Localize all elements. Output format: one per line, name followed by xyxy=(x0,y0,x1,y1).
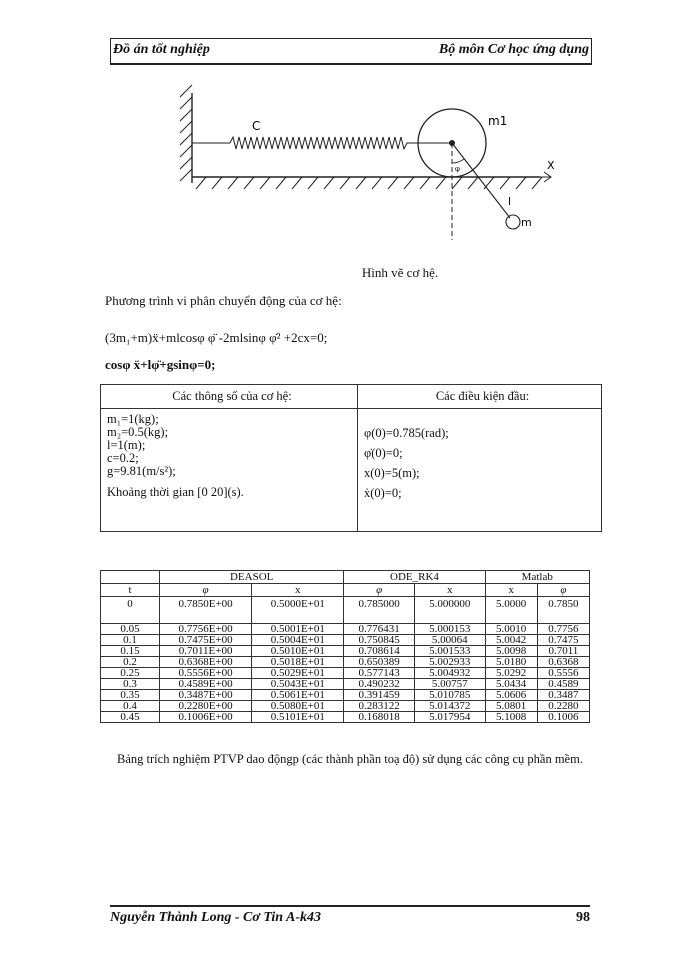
table-cell: 0.5080E+01 xyxy=(252,701,344,712)
header-left: Đồ án tốt nghiệp xyxy=(113,42,210,57)
table-cell: 5.00757 xyxy=(414,679,485,690)
table-cell: 5.000000 xyxy=(414,597,485,624)
table-cell: 0.6368E+00 xyxy=(160,657,252,668)
params-cell xyxy=(101,409,358,532)
cond-x-dot: ẋ(0)=0; xyxy=(364,486,402,500)
conditions-cell xyxy=(358,409,602,532)
table-cell: 0.785000 xyxy=(344,597,415,624)
table-cell: 0.7850 xyxy=(537,597,589,624)
col-x: x xyxy=(252,584,344,597)
time-range: Khoảng thời gian [0 20](s). xyxy=(107,485,244,499)
table-cell: 0.4 xyxy=(101,701,160,712)
col-t: t xyxy=(101,584,160,597)
table-cell: 5.0292 xyxy=(485,668,537,679)
table-cell: 0.1006 xyxy=(537,712,589,723)
axis-x-label: X xyxy=(547,159,555,172)
table-cell: 0.7475E+00 xyxy=(160,635,252,646)
table-cell: 5.0606 xyxy=(485,690,537,701)
cond-phi-dot: φ̇(0)=0; xyxy=(364,446,403,460)
header-right: Bộ môn Cơ học ứng dụng xyxy=(438,42,589,57)
table-cell: 0.7011 xyxy=(537,646,589,657)
table-cell: 5.00064 xyxy=(414,635,485,646)
group-deasol: DEASOL xyxy=(160,571,344,584)
page-footer xyxy=(110,905,590,927)
param-m2: m₂=0.5(kg); xyxy=(107,425,169,439)
bob-m xyxy=(506,215,520,229)
table-cell: 5.004932 xyxy=(414,668,485,679)
table-cell: 0.2280E+00 xyxy=(160,701,252,712)
table-cell: 0.5018E+01 xyxy=(252,657,344,668)
table-cell: 0.15 xyxy=(101,646,160,657)
table-cell: 5.0180 xyxy=(485,657,537,668)
table-cell: 0.2 xyxy=(101,657,160,668)
col-x: x xyxy=(414,584,485,597)
table-cell: 0.3 xyxy=(101,679,160,690)
table-cell: 0 xyxy=(101,597,160,624)
table-cell: 0.45 xyxy=(101,712,160,723)
footer-author: Nguyễn Thành Long - Cơ Tin A-k43 xyxy=(110,910,322,925)
table-cell: 0.5000E+01 xyxy=(252,597,344,624)
table-row xyxy=(101,657,590,668)
col-x: x xyxy=(485,584,537,597)
figure-caption: Hình vẽ cơ hệ. xyxy=(361,265,439,280)
table-cell: 0.5029E+01 xyxy=(252,668,344,679)
table-cell: 0.5556 xyxy=(537,668,589,679)
table-cell: 5.0042 xyxy=(485,635,537,646)
table-cell: 5.000153 xyxy=(414,624,485,635)
table-cell: 0.577143 xyxy=(344,668,415,679)
col-phi: φ xyxy=(537,584,589,597)
table-cell: 5.014372 xyxy=(414,701,485,712)
table-cell: 5.0434 xyxy=(485,679,537,690)
table-cell: 5.0000 xyxy=(485,597,537,624)
table-cell: 0.391459 xyxy=(344,690,415,701)
table-cell: 0.708614 xyxy=(344,646,415,657)
table-cell: 0.6368 xyxy=(537,657,589,668)
cond-x: x(0)=5(m); xyxy=(364,466,420,480)
table-cell: 0.2280 xyxy=(537,701,589,712)
table-cell: 0.5101E+01 xyxy=(252,712,344,723)
table-cell: 0.5004E+01 xyxy=(252,635,344,646)
table-row xyxy=(101,668,590,679)
table-cell: 0.3487 xyxy=(537,690,589,701)
table-cell: 0.05 xyxy=(101,624,160,635)
table-row xyxy=(101,690,590,701)
param-m1: m₁=1(kg); xyxy=(107,412,159,426)
params-header: Các thông số của cơ hệ: xyxy=(101,385,358,409)
table-cell: 0.5061E+01 xyxy=(252,690,344,701)
group-matlab: Matlab xyxy=(485,571,589,584)
table-cell: 5.001533 xyxy=(414,646,485,657)
table-cell: 5.0801 xyxy=(485,701,537,712)
table-caption: Bảng trích nghiệm PTVP dao độngp (các thành phần toạ độ) sử dụng các công cụ phần mềm. xyxy=(117,752,583,766)
mass1-label: m1 xyxy=(488,114,508,128)
page-header xyxy=(110,38,592,65)
table-cell: 0.3487E+00 xyxy=(160,690,252,701)
table-cell: 0.7756 xyxy=(537,624,589,635)
table-row xyxy=(101,597,590,624)
table-cell: 5.1008 xyxy=(485,712,537,723)
table-cell: 0.650389 xyxy=(344,657,415,668)
table-row xyxy=(101,679,590,690)
col-phi: φ xyxy=(344,584,415,597)
mechanism-diagram xyxy=(170,85,570,250)
table-cell: 5.002933 xyxy=(414,657,485,668)
angle-label: φ xyxy=(455,165,460,173)
table-cell: 0.490232 xyxy=(344,679,415,690)
table-cell: 5.017954 xyxy=(414,712,485,723)
intro-text: Phương trình vi phân chuyển động của cơ hệ: xyxy=(105,293,342,308)
table-cell: 5.010785 xyxy=(414,690,485,701)
table-cell: 0.25 xyxy=(101,668,160,679)
parameters-table xyxy=(100,384,602,532)
table-cell: 0.7475 xyxy=(537,635,589,646)
table-cell: 0.5001E+01 xyxy=(252,624,344,635)
results-table xyxy=(100,570,590,723)
table-row xyxy=(101,646,590,657)
cond-phi: φ(0)=0.785(rad); xyxy=(364,426,449,440)
mass2-label: m xyxy=(521,216,532,229)
col-phi: φ xyxy=(160,584,252,597)
equation-1: (3m₁+m)ẍ+mlcosφ φ̈ -2mlsinφ φ̇² +2cx=0; xyxy=(105,330,328,345)
table-cell: 0.776431 xyxy=(344,624,415,635)
param-c: c=0.2; xyxy=(107,451,139,465)
spring-label: C xyxy=(252,119,261,133)
table-cell: 0.35 xyxy=(101,690,160,701)
table-cell: 0.283122 xyxy=(344,701,415,712)
length-label: l xyxy=(508,195,512,208)
table-cell: 5.0098 xyxy=(485,646,537,657)
table-cell: 0.7011E+00 xyxy=(160,646,252,657)
param-g: g=9.81(m/s²); xyxy=(107,464,176,478)
table-cell: 0.5043E+01 xyxy=(252,679,344,690)
table-row xyxy=(101,712,590,723)
group-ode-rk4: ODE_RK4 xyxy=(344,571,485,584)
table-cell: 0.4589 xyxy=(537,679,589,690)
conditions-header: Các điều kiện đầu: xyxy=(358,385,602,409)
param-l: l=1(m); xyxy=(107,438,146,452)
table-cell: 0.7850E+00 xyxy=(160,597,252,624)
table-row xyxy=(101,635,590,646)
table-cell: 0.1 xyxy=(101,635,160,646)
table-cell: 0.750845 xyxy=(344,635,415,646)
table-cell: 0.168018 xyxy=(344,712,415,723)
table-cell: 0.4589E+00 xyxy=(160,679,252,690)
table-row xyxy=(101,701,590,712)
table-row xyxy=(101,624,590,635)
table-cell: 0.5556E+00 xyxy=(160,668,252,679)
table-cell: 0.7756E+00 xyxy=(160,624,252,635)
table-cell: 0.5010E+01 xyxy=(252,646,344,657)
table-cell: 5.0010 xyxy=(485,624,537,635)
table-cell: 0.1006E+00 xyxy=(160,712,252,723)
equation-2: cosφ ẍ+lφ̈+gsinφ=0; xyxy=(105,357,216,372)
page-number: 98 xyxy=(576,910,590,925)
